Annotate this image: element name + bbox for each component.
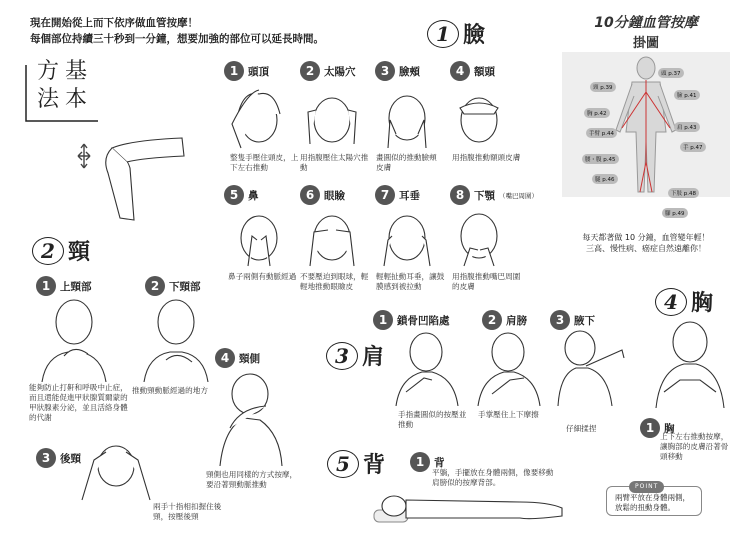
item-label: 耳垂: [399, 189, 420, 202]
item-number: 4: [450, 61, 470, 81]
face-caption-8: 用指腹推動嘴巴周圍的皮膚: [452, 272, 521, 291]
shoulder-figure: [478, 333, 540, 406]
chest-illustration: [650, 318, 730, 408]
item-label: 頭頂: [248, 65, 269, 78]
item-label: 額頭: [474, 65, 495, 78]
method-char: 本: [64, 87, 87, 112]
face-item-7: [375, 185, 420, 205]
chart-tag-shoulder: 肩 p.43: [674, 122, 700, 132]
section-title: 臉: [463, 22, 486, 48]
shoulder-item-2: [482, 310, 527, 330]
item-label: 鎖骨凹陷處: [397, 314, 450, 327]
face-figure: [461, 214, 497, 266]
section-number: 1: [427, 20, 459, 48]
item-number: 2: [300, 61, 320, 81]
item-number: 1: [410, 452, 430, 472]
item-number: 2: [145, 276, 165, 296]
item-label: 下頸部: [169, 280, 201, 293]
arm-illustration: [72, 128, 192, 233]
face-item-4: [450, 61, 495, 81]
intro-line-1: 現在開始從上而下依序做血管按摩！: [30, 17, 198, 29]
point-box: [606, 483, 702, 516]
shoulder-caption-2: 手掌壓住上下摩擦: [478, 410, 539, 419]
shoulder-item-3: [550, 310, 595, 330]
chart-tag-head: 頭 p.37: [658, 68, 684, 78]
promo-line-2: 三高、慢性病、癌症自然遠離你！: [586, 244, 706, 253]
item-label: 太陽穴: [324, 65, 356, 78]
neck-back-illustration: [76, 436, 156, 502]
face-caption-5: 鼻子兩側有動脈經過: [228, 272, 297, 281]
item-label: 鼻: [248, 189, 259, 202]
neck-item-3: [36, 448, 81, 468]
intro-text: [30, 15, 324, 47]
item-number: 1: [36, 276, 56, 296]
face-item-2: [300, 61, 356, 81]
back-caption: 平躺，手擺放在身體兩側，像要移動肩膀似的按摩背部。: [432, 468, 554, 487]
chart-tag-hand: 手 p.47: [680, 142, 706, 152]
chart-tag-chest: 胸 p.42: [584, 108, 610, 118]
item-number: 5: [224, 185, 244, 205]
shoulder-illustrations: [392, 330, 632, 406]
chart-tag-arm: 手臂 p.44: [586, 128, 617, 138]
shoulder-figure: [558, 331, 624, 406]
section-title: 頸: [68, 239, 91, 265]
method-char: 基: [64, 59, 87, 84]
item-number: 1: [224, 61, 244, 81]
chart-title: 10分鐘血管按摩: [594, 15, 698, 31]
item-label: 下顎: [474, 189, 495, 202]
item-number: 8: [450, 185, 470, 205]
section-shoulder-heading: [326, 340, 384, 371]
face-item-8: [450, 185, 538, 205]
section-face-heading: [427, 18, 485, 49]
shoulder-caption-3: 仔細揉捏: [566, 424, 597, 433]
face-caption-1: 整隻手壓住頭皮，上下左右推動: [230, 153, 299, 172]
neck-figure: [42, 300, 106, 382]
item-number: 3: [550, 310, 570, 330]
item-label: 頸側: [239, 352, 260, 365]
item-number: 6: [300, 185, 320, 205]
item-label: 上頸部: [60, 280, 92, 293]
item-number: 1: [640, 418, 660, 438]
neck-figure: [144, 300, 208, 382]
item-number: 7: [375, 185, 395, 205]
item-note: （嘴巴周圍）: [499, 191, 538, 200]
chart-tag-lower-limb: 下肢 p.48: [668, 188, 699, 198]
chart-subtitle: 掛圖: [632, 36, 659, 51]
face-item-6: [300, 185, 345, 205]
item-label: 肩膀: [506, 314, 527, 327]
face-figure: [388, 96, 426, 148]
item-label: 背: [434, 456, 445, 469]
chart-promo: [566, 232, 726, 254]
item-label: 臉頰: [399, 65, 420, 78]
face-illustrations-row-2: [224, 206, 524, 268]
face-figure: [241, 216, 277, 266]
face-item-5: [224, 185, 259, 205]
face-figure: [308, 98, 356, 144]
section-title: 胸: [691, 290, 714, 316]
face-figure: [310, 216, 354, 266]
face-figure: [232, 90, 280, 148]
back-illustration: [370, 488, 566, 530]
chart-tag-foot: 腳 p.49: [662, 208, 688, 218]
item-number: 3: [375, 61, 395, 81]
item-label: 後頸: [60, 452, 81, 465]
method-box-frame: [22, 55, 114, 127]
neck-side-illustration: [200, 368, 290, 468]
massage-chart-panel: [562, 14, 730, 197]
chart-tag-face: 臉 p.41: [674, 90, 700, 100]
face-caption-3: 畫圓似的推動臉頰皮膚: [376, 153, 437, 172]
neck-item-1: [36, 276, 92, 296]
method-char: 法: [36, 87, 59, 112]
face-caption-6: 不要壓迫到眼球，輕輕地推動眼瞼皮: [300, 272, 369, 291]
chest-caption: 上下左右推動按摩，讓胸部的皮膚沿著骨頭移動: [660, 432, 729, 461]
section-chest-heading: [655, 286, 713, 317]
section-title: 背: [363, 452, 386, 478]
section-number: 3: [326, 342, 358, 370]
item-number: 3: [36, 448, 56, 468]
face-caption-2: 用指腹壓住太陽穴推動: [300, 153, 369, 172]
neck-caption-3: 兩手十指相扣握住後頸，按壓後頸: [153, 502, 222, 521]
section-number: 4: [655, 288, 687, 316]
item-number: 1: [373, 310, 393, 330]
item-number: 4: [215, 348, 235, 368]
point-text: 兩臂平放在身體兩側，放鬆的扭動身體。: [615, 493, 690, 512]
promo-line-1: 每天都著做 10 分鐘，血管變年輕！: [582, 233, 710, 242]
face-item-3: [375, 61, 420, 81]
section-neck-heading: [32, 235, 90, 266]
face-figure: [460, 98, 498, 142]
face-caption-7: 輕輕扯動耳垂，讓鼓膜感到被拉動: [376, 272, 445, 291]
point-tag: POINT: [629, 481, 664, 493]
neck-caption-4: 頸側也用同樣的方式按摩，要沿著頸動脈推動: [206, 470, 298, 489]
shoulder-caption-1: 手指畫圓似的按壓並推動: [398, 410, 467, 429]
neck-caption-2: 推動頸動脈經過的地方: [132, 386, 208, 395]
section-number: 2: [32, 237, 64, 265]
item-label: 腋下: [574, 314, 595, 327]
shoulder-figure: [396, 333, 458, 406]
face-illustrations-row-1: [224, 84, 524, 150]
chart-tag-neck: 頸 p.39: [590, 82, 616, 92]
neck-caption-1: 能夠防止打鼾和呼吸中止症，而且還能促進甲狀腺質爾蒙的甲狀腺素分泌，並且活絡身體的代謝: [29, 383, 128, 422]
section-number: 5: [327, 450, 359, 478]
face-item-1: [224, 61, 269, 81]
shoulder-item-1: [373, 310, 450, 330]
item-number: 2: [482, 310, 502, 330]
neck-item-2: [145, 276, 201, 296]
item-label: 胸: [664, 422, 675, 435]
method-char: 方: [36, 59, 59, 84]
section-title: 肩: [362, 344, 385, 370]
body-figure: [562, 52, 730, 197]
section-back-heading: [327, 448, 385, 479]
item-label: 眼瞼: [324, 189, 345, 202]
chart-tag-leg: 腿 p.46: [592, 174, 618, 184]
face-figure: [384, 216, 430, 266]
face-caption-4: 用指腹推動額頭皮膚: [452, 153, 521, 162]
intro-line-2: 每個部位持續三十秒到一分鐘，想要加強的部位可以延長時間。: [30, 33, 324, 45]
chart-tag-waist: 腰・腹 p.45: [582, 154, 619, 164]
